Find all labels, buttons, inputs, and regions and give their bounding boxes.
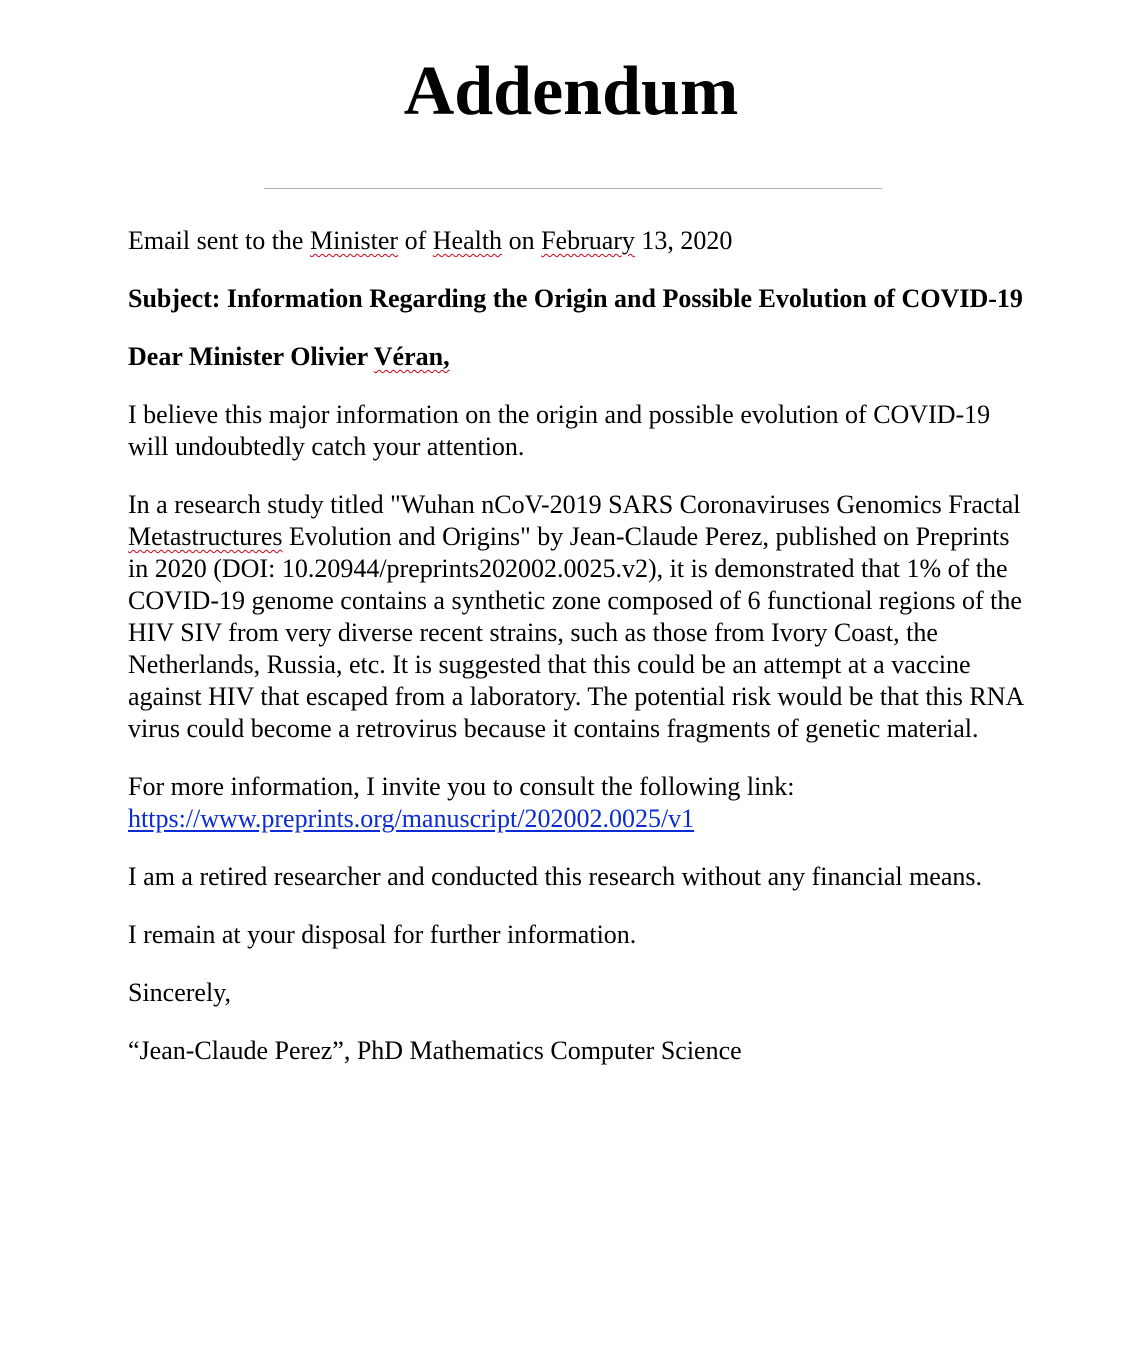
paragraph-retired: I am a retired researcher and conducted this research without any financial means.	[128, 862, 983, 891]
intro-text-1: Email sent to the	[128, 226, 310, 255]
research-text-2: Evolution and Origins" by Jean-Claude Perez, published on Preprints in 2020 (DOI: 10.20944/preprints202002.0025.v2), it is demonstrated that 1% of the COVID-19 genome contains a synthetic zone composed of 6 functional regions of the HIV SIV from very diverse recent strains, such as those from Ivory Coast, the Netherlands, Russia, etc. It is suggested that this could be an attempt at a vaccine against HIV that escaped from a laboratory. The potential risk would be that this RNA virus could become a retrovirus because it contains fragments of genetic material.	[128, 522, 1023, 743]
spellcheck-word-metastructures[interactable]: Metastructures	[128, 522, 283, 551]
salutation	[128, 341, 1028, 373]
salutation-text: Dear Minister Olivier	[128, 342, 374, 371]
more-info-text: For more information, I invite you to consult the following link:	[128, 772, 795, 801]
spellcheck-word-veran[interactable]: Véran,	[373, 342, 450, 371]
horizontal-divider	[264, 188, 882, 189]
paragraph-disposal: I remain at your disposal for further information.	[128, 920, 637, 949]
intro-text-4: 13, 2020	[634, 226, 733, 255]
subject-line: Subject: Information Regarding the Origin and Possible Evolution of COVID-19	[128, 284, 1023, 313]
research-text-1: In a research study titled "Wuhan nCoV-2019 SARS Coronaviruses Genomics Fractal	[128, 490, 1021, 519]
spellcheck-word-health[interactable]: Health	[432, 226, 503, 255]
spellcheck-word-minister[interactable]: Minister	[309, 226, 399, 255]
spellcheck-word-february[interactable]: February	[541, 226, 635, 255]
intro-text-3: on	[502, 226, 542, 255]
signature: “Jean-Claude Perez”, PhD Mathematics Computer Science	[128, 1036, 742, 1065]
letter-body	[128, 225, 1028, 1093]
document-title: Addendum	[403, 53, 739, 130]
paragraph-more-info	[128, 771, 1028, 835]
paragraph-attention: I believe this major information on the origin and possible evolution of COVID-19 will undoubtedly catch your attention.	[128, 400, 991, 461]
preprints-link[interactable]: https://www.preprints.org/manuscript/202002.0025/v1	[128, 804, 695, 833]
intro-line	[128, 225, 1028, 257]
closing: Sincerely,	[128, 978, 231, 1007]
paragraph-research	[128, 489, 1028, 745]
intro-text-2: of	[398, 226, 433, 255]
